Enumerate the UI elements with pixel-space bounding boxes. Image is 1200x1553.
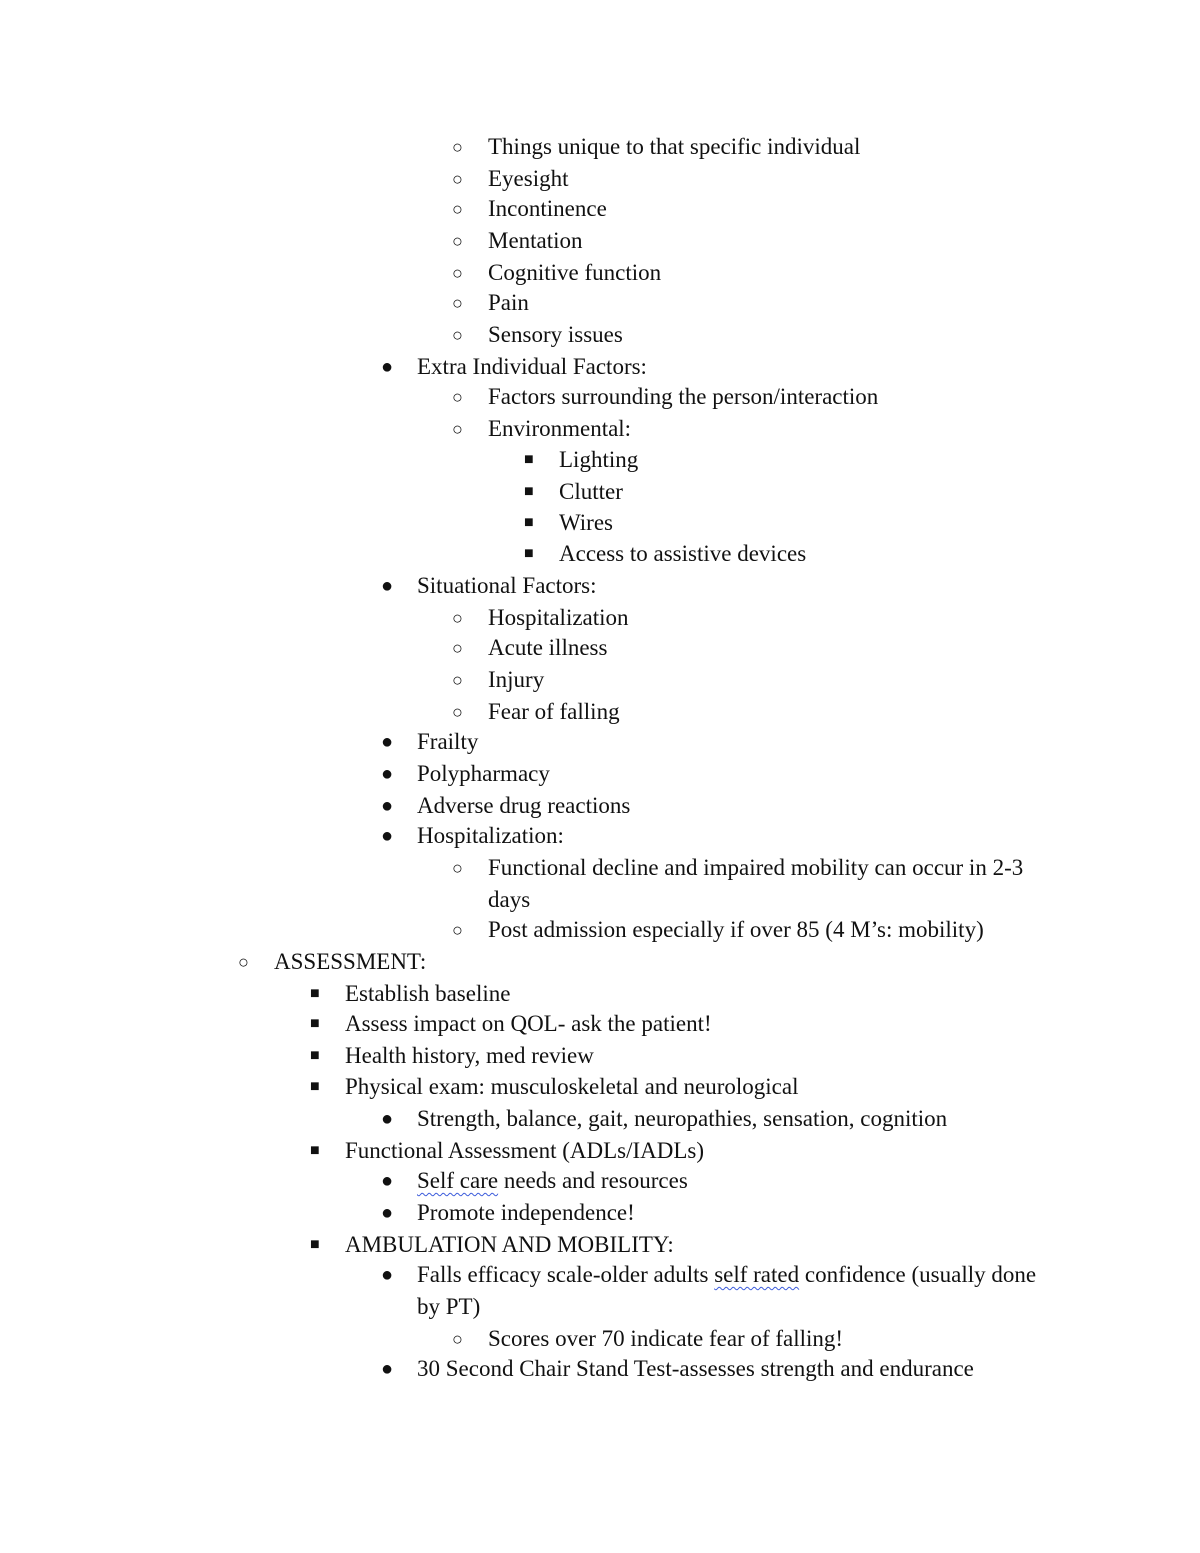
list-item: Adverse drug reactions	[417, 793, 631, 818]
filled-bullet-icon: ●	[381, 1358, 394, 1380]
hollow-bullet-icon: ○	[452, 263, 463, 283]
list-item-continuation: by PT)	[417, 1294, 481, 1319]
square-bullet-icon: ■	[524, 483, 534, 500]
list-item: Fear of falling	[488, 699, 620, 724]
list-item: Physical exam: musculoskeletal and neurological	[345, 1074, 799, 1099]
hollow-bullet-icon: ○	[452, 858, 463, 878]
hollow-bullet-icon: ○	[452, 293, 463, 313]
list-item-continuation: days	[488, 887, 531, 912]
list-item: Lighting	[559, 447, 639, 472]
hollow-bullet-icon: ○	[452, 702, 463, 722]
list-item: Health history, med review	[345, 1043, 594, 1068]
hollow-bullet-icon: ○	[238, 952, 249, 972]
hollow-bullet-icon: ○	[452, 608, 463, 628]
list-item: Strength, balance, gait, neuropathies, sensation, cognition	[417, 1106, 948, 1131]
hollow-bullet-icon: ○	[452, 419, 463, 439]
spellcheck-word: Self care	[417, 1168, 499, 1193]
hollow-bullet-icon: ○	[452, 325, 463, 345]
square-bullet-icon: ■	[524, 545, 534, 562]
filled-bullet-icon: ●	[381, 763, 394, 785]
list-item-text: confidence (usually done	[799, 1262, 1037, 1287]
list-item: Extra Individual Factors:	[417, 354, 647, 379]
hollow-bullet-icon: ○	[452, 670, 463, 690]
square-bullet-icon: ■	[310, 1142, 320, 1159]
list-item: Acute illness	[488, 635, 608, 660]
square-bullet-icon: ■	[524, 451, 534, 468]
filled-bullet-icon: ●	[381, 731, 394, 753]
hollow-bullet-icon: ○	[452, 199, 463, 219]
list-item-text: Falls efficacy scale-older adults	[417, 1262, 715, 1287]
list-item: Things unique to that specific individual	[488, 134, 861, 159]
list-item: Hospitalization	[488, 605, 629, 630]
hollow-bullet-icon: ○	[452, 231, 463, 251]
list-item: Situational Factors:	[417, 573, 597, 598]
list-item: Establish baseline	[345, 981, 511, 1006]
list-item: Incontinence	[488, 196, 607, 221]
list-item: Hospitalization:	[417, 823, 564, 848]
hollow-bullet-icon: ○	[452, 387, 463, 407]
hollow-bullet-icon: ○	[452, 1329, 463, 1349]
list-item: Access to assistive devices	[559, 541, 807, 566]
list-item: Post admission especially if over 85 (4 M’s: mobility)	[488, 917, 984, 942]
list-item: Frailty	[417, 729, 479, 754]
list-item: 30 Second Chair Stand Test-assesses strength and endurance	[417, 1356, 974, 1381]
list-item: Factors surrounding the person/interaction	[488, 384, 879, 409]
filled-bullet-icon: ●	[381, 1264, 394, 1286]
list-item: Polypharmacy	[417, 761, 550, 786]
list-item: Pain	[488, 290, 529, 315]
list-item	[417, 1165, 688, 1197]
square-bullet-icon: ■	[310, 985, 320, 1002]
list-item: Functional decline and impaired mobility can occur in 2-3	[488, 855, 1024, 880]
list-item: Assess impact on QOL- ask the patient!	[345, 1011, 712, 1036]
section-heading: ASSESSMENT:	[274, 949, 427, 974]
list-item: Sensory issues	[488, 322, 623, 347]
section-heading: AMBULATION AND MOBILITY:	[345, 1232, 674, 1257]
list-item: Promote independence!	[417, 1200, 635, 1225]
spellcheck-word: self rated	[714, 1262, 800, 1287]
square-bullet-icon: ■	[310, 1078, 320, 1095]
filled-bullet-icon: ●	[381, 356, 394, 378]
hollow-bullet-icon: ○	[452, 638, 463, 658]
filled-bullet-icon: ●	[381, 825, 394, 847]
square-bullet-icon: ■	[310, 1236, 320, 1253]
list-item: Wires	[559, 510, 613, 535]
filled-bullet-icon: ●	[381, 1108, 394, 1130]
list-item: Cognitive function	[488, 260, 662, 285]
filled-bullet-icon: ●	[381, 1202, 394, 1224]
list-item: Clutter	[559, 479, 623, 504]
list-item: Environmental:	[488, 416, 632, 441]
list-item: Injury	[488, 667, 545, 692]
square-bullet-icon: ■	[310, 1015, 320, 1032]
hollow-bullet-icon: ○	[452, 137, 463, 157]
list-item: Functional Assessment (ADLs/IADLs)	[345, 1138, 705, 1163]
list-item	[417, 1259, 1036, 1291]
list-item: Eyesight	[488, 166, 569, 191]
filled-bullet-icon: ●	[381, 795, 394, 817]
filled-bullet-icon: ●	[381, 575, 394, 597]
list-item-text: needs and resources	[498, 1168, 688, 1193]
square-bullet-icon: ■	[524, 514, 534, 531]
filled-bullet-icon: ●	[381, 1170, 394, 1192]
list-item: Mentation	[488, 228, 583, 253]
list-item: Scores over 70 indicate fear of falling!	[488, 1326, 844, 1351]
hollow-bullet-icon: ○	[452, 169, 463, 189]
hollow-bullet-icon: ○	[452, 920, 463, 940]
square-bullet-icon: ■	[310, 1047, 320, 1064]
